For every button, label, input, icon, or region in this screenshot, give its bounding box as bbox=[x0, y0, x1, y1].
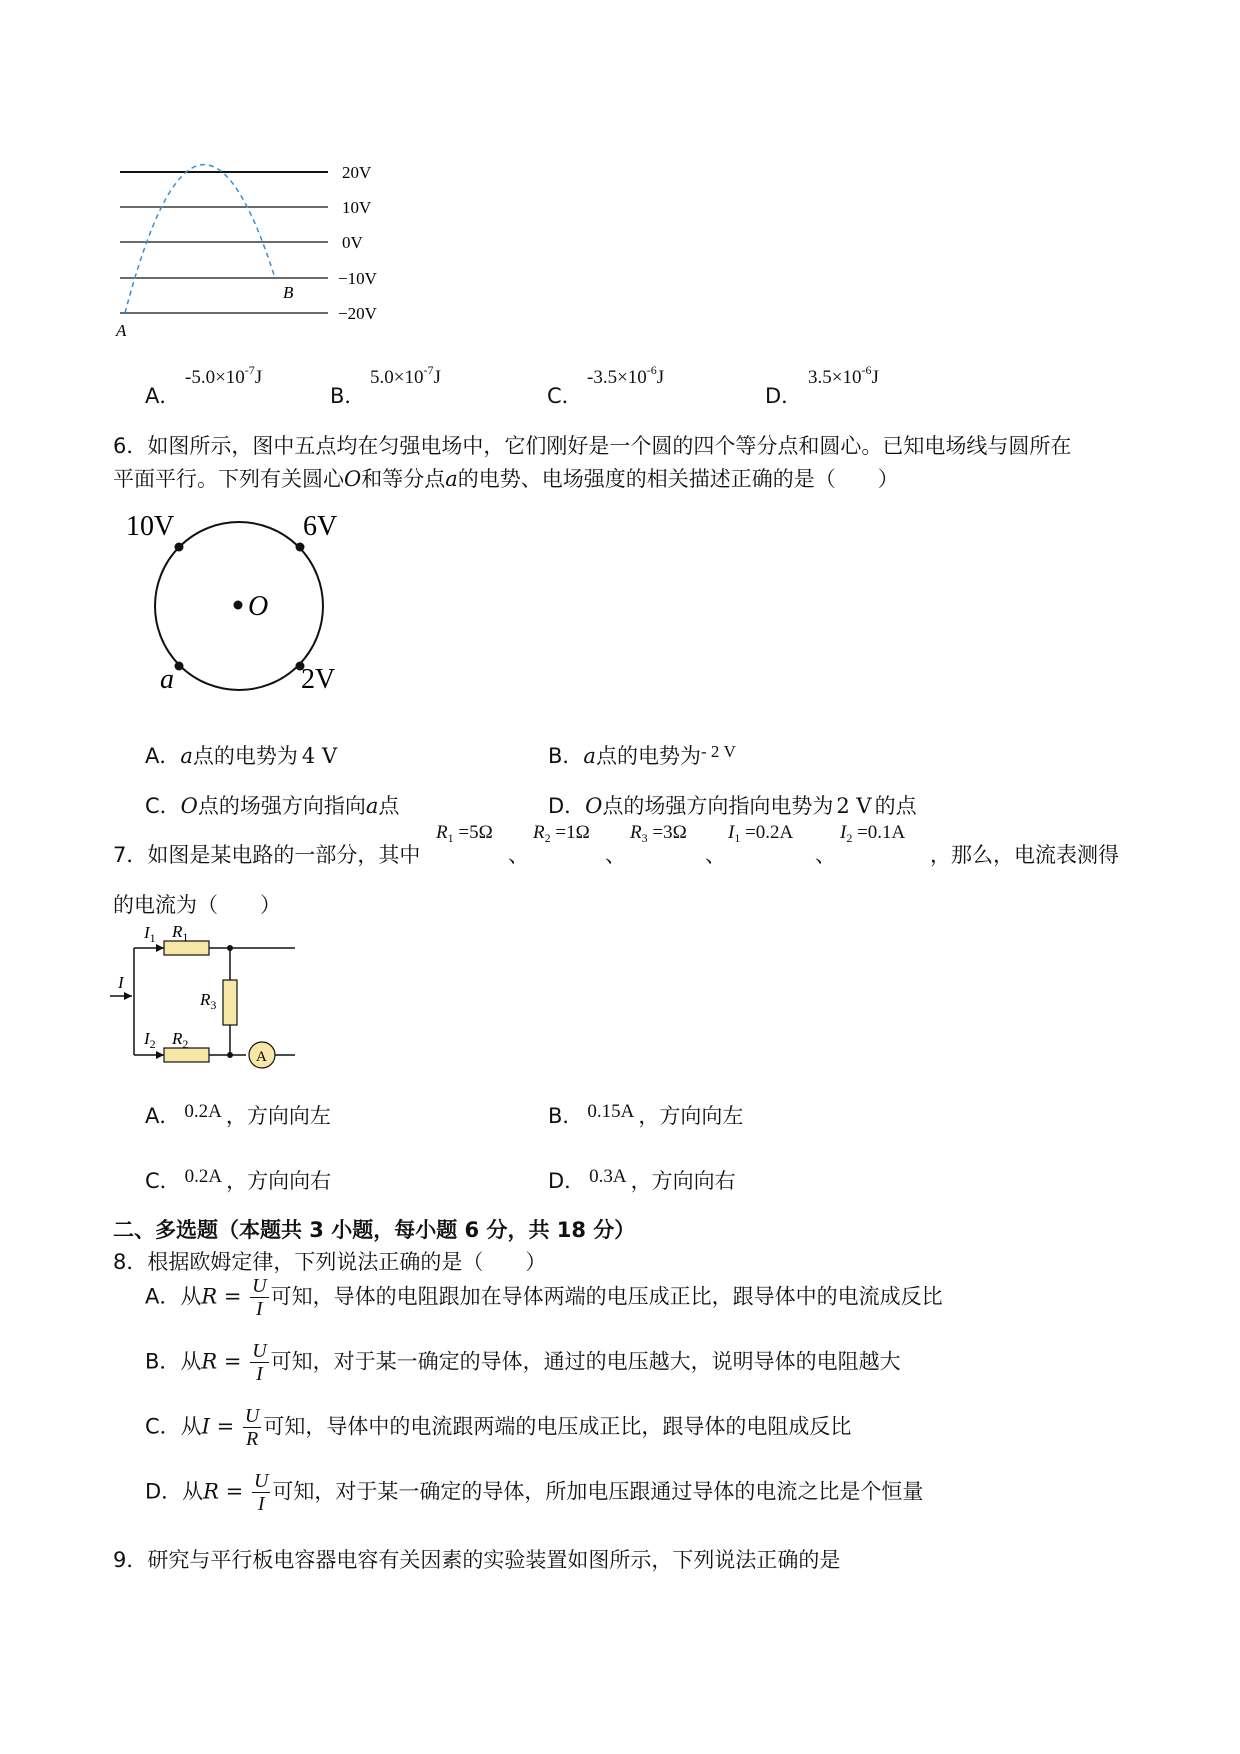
q8-option-c[interactable]: C．从I = $\frac{U}{R}$ 可知，导体中的电流跟两端的电压成正比，跟导体的电阻成反比 bbox=[145, 1405, 852, 1450]
q5-option-c-value: $-3.5\times 10^{-6}J$ bbox=[587, 363, 665, 388]
q6-stem-line2: 平面平行。下列有关圆心O和等分点a的电势、电场强度的相关描述正确的是（ ） bbox=[113, 467, 899, 491]
label-i1: $I_1$ bbox=[144, 923, 156, 945]
q8-option-b[interactable]: B．从R = $\frac{U}{I}$ 可知，对于某一确定的导体，通过的电压越大，说明导体的电阻越大 bbox=[145, 1340, 901, 1385]
label-a: a bbox=[160, 664, 174, 695]
q7-param-r2: $R_2 =1\Omega$ bbox=[533, 822, 590, 845]
label-2v: 2V bbox=[301, 664, 336, 695]
q7-param-i1: $I_1 =0.2A$ bbox=[728, 822, 794, 845]
q7-option-c[interactable]: C． 0.2A ，方向向右 bbox=[145, 1166, 332, 1193]
label-10v: 10V bbox=[126, 511, 175, 542]
label-6v: 6V bbox=[303, 511, 338, 542]
q5-option-a[interactable] bbox=[145, 380, 180, 410]
ammeter-label: A bbox=[256, 1049, 267, 1065]
label-i: I bbox=[118, 973, 124, 992]
circle-figure bbox=[120, 505, 360, 705]
q7-option-b[interactable]: B． 0.15A ，方向向左 bbox=[548, 1101, 744, 1128]
q5-option-d-value: $3.5\times 10^{-6}J$ bbox=[808, 363, 879, 388]
q7-option-a[interactable]: A． 0.2A ，方向向左 bbox=[145, 1101, 331, 1128]
point-b-label: B bbox=[283, 283, 294, 302]
label-r1: $R_1$ bbox=[172, 922, 189, 944]
q7-param-r1: $R_1 =5\Omega$ bbox=[436, 822, 493, 845]
q7-param-r3: $R_3 =3\Omega$ bbox=[630, 822, 687, 845]
q7-stem-line2: 的电流为（ ） bbox=[113, 893, 281, 917]
voltage-label-20: 20V bbox=[342, 163, 372, 182]
q7-sep-4: 、 bbox=[815, 843, 836, 867]
q9-stem: 9．研究与平行板电容器电容有关因素的实验装置如图所示，下列说法正确的是 bbox=[113, 1548, 841, 1572]
q7-sep-3: 、 bbox=[705, 843, 726, 867]
label-r3: $R_3$ bbox=[200, 990, 217, 1012]
equipotential-figure bbox=[110, 160, 410, 345]
point-a-label: A bbox=[116, 321, 127, 340]
q7-sep-2: 、 bbox=[605, 843, 626, 867]
voltage-label-neg10: −10V bbox=[338, 269, 377, 288]
option-letter: A． bbox=[145, 384, 181, 408]
q8-option-d[interactable]: D．从R = $\frac{U}{I}$ 可知，对于某一确定的导体，所加电压跟通过导体的电流之比是个恒量 bbox=[145, 1470, 924, 1515]
voltage-label-0: 0V bbox=[342, 233, 363, 252]
q7-stem-prefix: 7．如图是某电路的一部分，其中 bbox=[113, 843, 421, 867]
q5-option-d[interactable] bbox=[765, 380, 802, 410]
q7-sep-1: 、 bbox=[508, 843, 529, 867]
option-letter: D． bbox=[765, 384, 803, 408]
q5-option-a-value: $-5.0\times 10^{-7}J$ bbox=[185, 363, 263, 388]
q7-stem-suffix: ，那么，电流表测得 bbox=[930, 843, 1119, 867]
label-i2: $I_2$ bbox=[144, 1029, 156, 1051]
voltage-label-10: 10V bbox=[342, 198, 372, 217]
q7-option-d[interactable]: D． 0.3A ，方向向右 bbox=[548, 1166, 736, 1193]
q6-option-d[interactable]: D．O点的场强方向指向电势为 2 V 的点 bbox=[548, 794, 917, 818]
q6-option-b[interactable]: B．a点的电势为$^{- 2 V}$ bbox=[548, 742, 736, 768]
section-2-heading: 二、多选题（本题共 3 小题，每小题 6 分，共 18 分） bbox=[113, 1218, 636, 1242]
q7-param-i2: $I_2 =0.1A$ bbox=[840, 822, 906, 845]
q6-option-a[interactable]: A．a点的电势为 4 V bbox=[145, 744, 338, 768]
option-letter: B． bbox=[330, 384, 366, 408]
option-letter: C． bbox=[547, 384, 583, 408]
q5-option-b-value: $5.0\times 10^{-7}J$ bbox=[370, 363, 441, 388]
q8-option-a[interactable]: A．从R = $\frac{U}{I}$ 可知，导体的电阻跟加在导体两端的电压成正比，跟导体中的电流成反比 bbox=[145, 1275, 943, 1320]
circuit-figure bbox=[110, 920, 310, 1070]
q8-stem: 8．根据欧姆定律，下列说法正确的是（ ） bbox=[113, 1250, 547, 1274]
q6-stem-line1: 6．如图所示，图中五点均在匀强电场中，它们刚好是一个圆的四个等分点和圆心。已知电场线与圆所在 bbox=[113, 434, 1072, 458]
q5-option-b[interactable] bbox=[330, 380, 365, 410]
label-r2: $R_2$ bbox=[172, 1029, 189, 1051]
q5-option-c[interactable] bbox=[547, 380, 583, 410]
q6-option-c[interactable]: C．O点的场强方向指向a点 bbox=[145, 794, 400, 818]
voltage-label-neg20: −20V bbox=[338, 304, 377, 323]
label-o: O bbox=[248, 591, 269, 622]
